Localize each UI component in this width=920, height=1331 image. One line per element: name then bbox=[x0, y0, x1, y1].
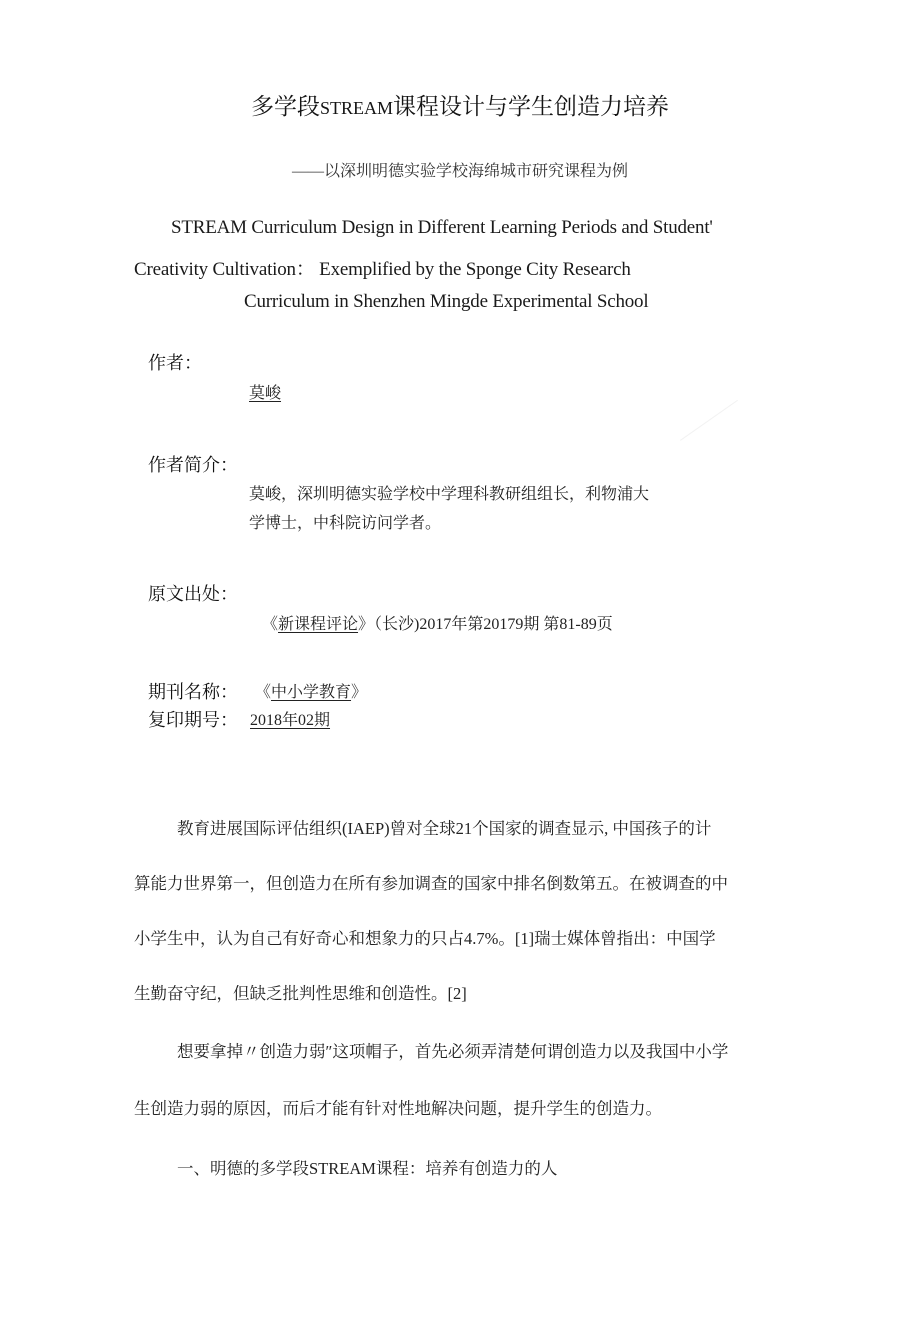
journal-close-bracket: 》 bbox=[351, 684, 368, 701]
bio-line1: 莫峻，深圳明德实验学校中学理科教研组组长，利物浦大 bbox=[249, 486, 650, 503]
bio-label: 作者简介： bbox=[148, 455, 238, 476]
title-latin: STREAM bbox=[319, 98, 393, 118]
paragraph1-line3: 小学生中，认为自己有好奇心和想象力的只占4.7%。[1]瑞士媒体曾指出：中国学 bbox=[134, 929, 716, 948]
journal-open-bracket: 《 bbox=[255, 684, 272, 701]
author-name[interactable]: 莫峻 bbox=[249, 385, 282, 402]
document-subtitle: ——以深圳明德实验学校海绵城市研究课程为例 bbox=[291, 163, 628, 180]
english-title-line3: Curriculum in Shenzhen Mingde Experimental School bbox=[244, 291, 649, 312]
author-label: 作者： bbox=[148, 353, 202, 374]
source-journal-link[interactable]: 新课程评论 bbox=[278, 616, 359, 633]
issue-label: 复印期号： bbox=[148, 710, 238, 731]
source-open-bracket: 《 bbox=[262, 616, 279, 633]
title-cn-part2: 课程设计与学生创造力培养 bbox=[393, 94, 669, 120]
english-title-line1: STREAM Curriculum Design in Different Learning Periods and Student' bbox=[171, 217, 713, 238]
issue-value-wrap bbox=[250, 707, 330, 730]
title-cn-part1: 多学段 bbox=[250, 94, 320, 120]
english-title-line2: Creativity Cultivation： Exemplified by the Sponge City Research bbox=[134, 259, 631, 280]
section-heading: 一、明德的多学段STREAM课程：培养有创造力的人 bbox=[177, 1159, 558, 1178]
bio-line2: 学博士，中科院访问学者。 bbox=[249, 515, 442, 532]
paragraph2-line2: 生创造力弱的原因，而后才能有针对性地解决问题，提升学生的创造力。 bbox=[134, 1099, 662, 1118]
issue-value-link[interactable]: 2018年02期 bbox=[250, 712, 331, 729]
source-label: 原文出处： bbox=[148, 584, 238, 605]
author-name-link[interactable] bbox=[249, 380, 281, 403]
paragraph1-line1: 教育进展国际评估组织(IAEP)曾对全球21个国家的调查显示, 中国孩子的计 bbox=[177, 819, 712, 838]
journal-label: 期刊名称： bbox=[148, 682, 238, 703]
paragraph2-line1: 想要拿掉〃创造力弱″这项帽子，首先必须弄清楚何谓创造力以及我国中小学 bbox=[177, 1042, 729, 1061]
watermark-line bbox=[680, 400, 738, 441]
document-title bbox=[0, 88, 920, 121]
source-value bbox=[262, 611, 613, 634]
source-details: 》（长沙)2017年第20179期 第81-89页 bbox=[358, 616, 613, 633]
paragraph1-line4: 生勤奋守纪，但缺乏批判性思维和创造性。[2] bbox=[134, 984, 467, 1003]
journal-value bbox=[255, 679, 367, 702]
journal-name-link[interactable]: 中小学教育 bbox=[271, 684, 352, 701]
paragraph1-line2: 算能力世界第一，但创造力在所有参加调查的国家中排名倒数第五。在被调查的中 bbox=[134, 874, 728, 893]
